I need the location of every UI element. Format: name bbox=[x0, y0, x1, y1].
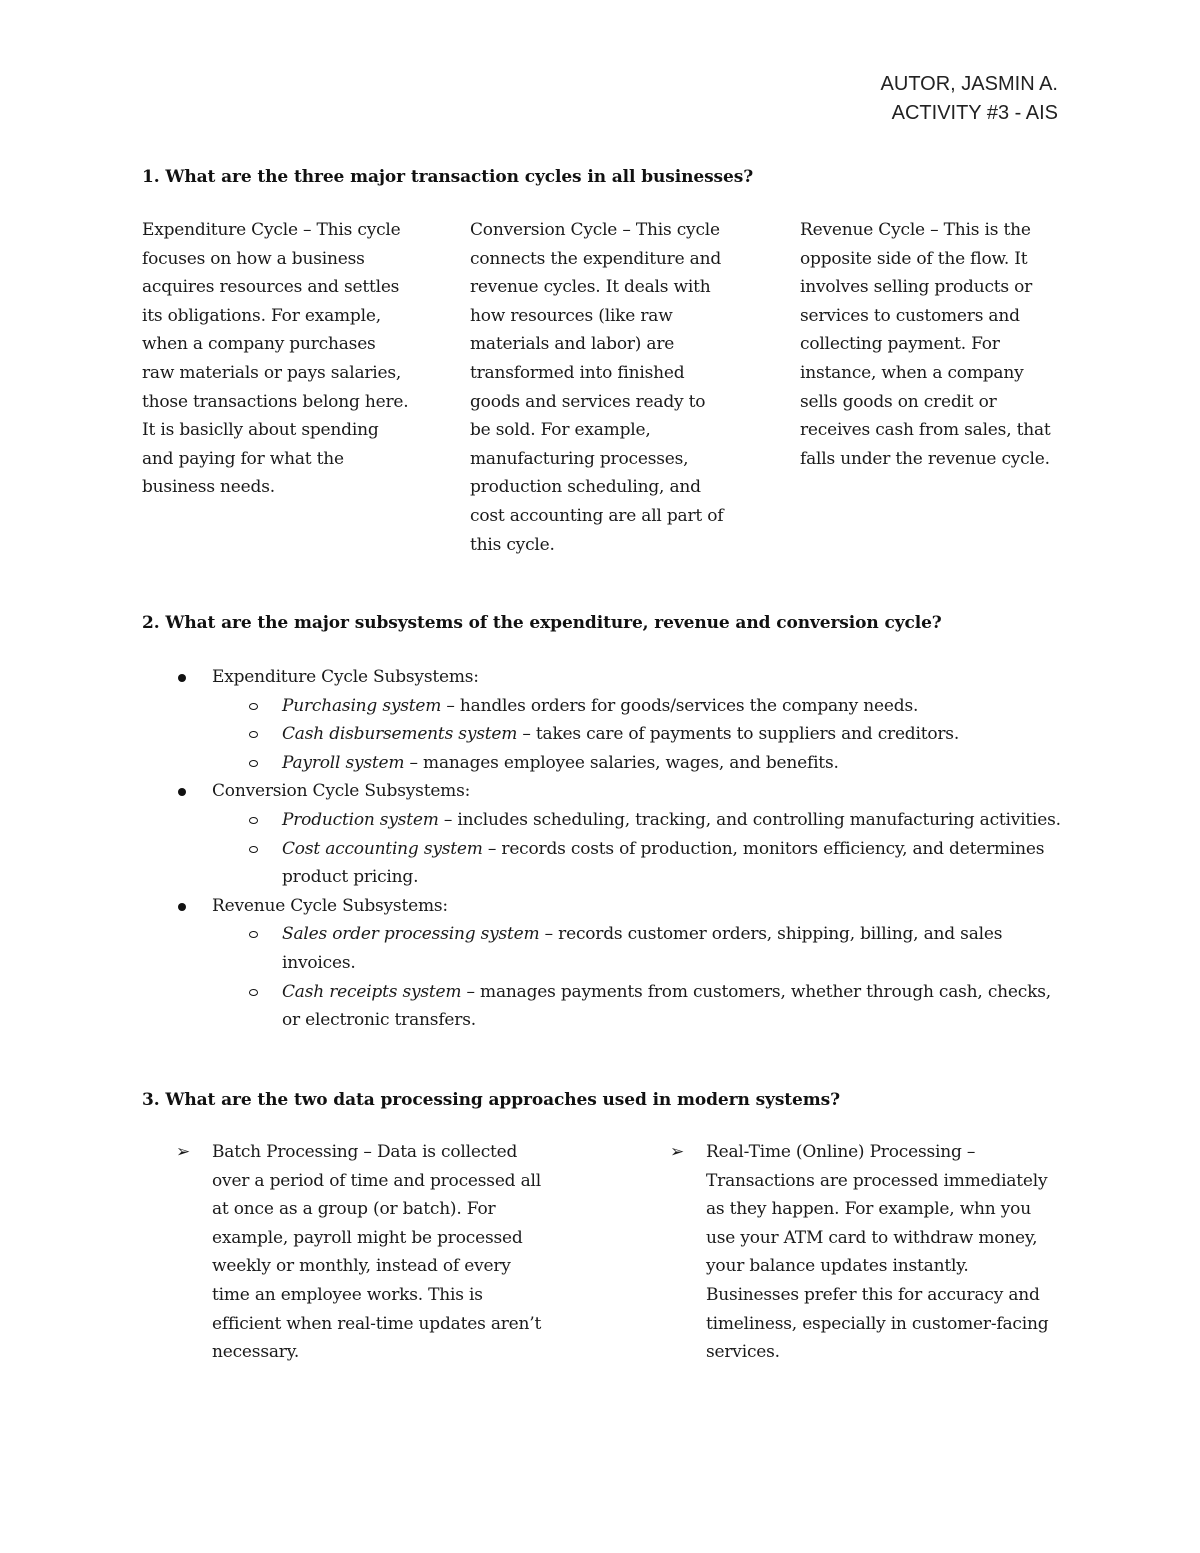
real-time-processing-item bbox=[670, 1138, 1064, 1367]
question-2: 2. What are the major subsystems of the expenditure, revenue and conversion cycle? bbox=[142, 613, 942, 633]
subsystem-name: Production system bbox=[282, 809, 439, 830]
question-1: 1. What are the three major transaction cycles in all businesses? bbox=[142, 167, 754, 187]
group-title: Expenditure Cycle Subsystems: bbox=[212, 667, 479, 687]
batch-processing-item bbox=[176, 1138, 552, 1367]
sub-item bbox=[142, 920, 1072, 977]
subsystem-name: Cash receipts system bbox=[282, 981, 462, 1002]
subsystems-list bbox=[142, 663, 1072, 1035]
expenditure-cycle-column: Expenditure Cycle – This cycle focuses on how a business acquires resources and settles its obligations. For example, when a company purchases raw materials or pays salaries, those transactions belong here. It is basiclly about spending and paying for what the business needs. bbox=[142, 220, 409, 498]
arrow-bullet-icon: ➢ bbox=[670, 1142, 685, 1162]
sub-item bbox=[142, 692, 1072, 721]
bullet-icon bbox=[178, 788, 186, 796]
subsystem-desc: – takes care of payments to suppliers and creditors. bbox=[517, 724, 960, 745]
subsystem-desc: – records costs of production, monitors efficiency, and determines product pricing. bbox=[282, 838, 1045, 888]
sub-item bbox=[142, 978, 1072, 1035]
activity-title: ACTIVITY #3 - AIS bbox=[891, 102, 1058, 124]
real-time-processing-text: Real-Time (Online) Processing – Transactions are processed immediately as they happen. For example, whn you use your ATM card to withdraw money, your balance updates instantly. Businesses prefer this for accuracy and timeliness, especially in customer-facing services. bbox=[706, 1142, 1049, 1363]
sub-item bbox=[142, 749, 1072, 778]
circle-bullet-icon bbox=[249, 817, 258, 824]
revenue-cycle-column: Revenue Cycle – This is the opposite side of the flow. It involves selling products or services to customers and collecting payment. For instance, when a company sells goods on credit or receives cash from sales, that falls under the revenue cycle. bbox=[800, 220, 1051, 469]
subsystem-name: Sales order processing system bbox=[282, 924, 540, 945]
subsystem-name: Purchasing system bbox=[282, 695, 442, 716]
subsystem-desc: – records customer orders, shipping, billing, and sales invoices. bbox=[282, 924, 1003, 973]
circle-bullet-icon bbox=[249, 760, 258, 767]
list-item-conversion bbox=[142, 777, 1072, 806]
group-title: Conversion Cycle Subsystems: bbox=[212, 781, 471, 802]
arrow-bullet-icon: ➢ bbox=[176, 1142, 191, 1162]
sub-item bbox=[142, 835, 1072, 892]
sub-item bbox=[142, 806, 1072, 835]
question-3: 3. What are the two data processing approaches used in modern systems? bbox=[142, 1090, 840, 1110]
subsystem-desc: – handles orders for goods/services the company needs. bbox=[441, 695, 919, 716]
batch-processing-text: Batch Processing – Data is collected over a period of time and processed all at once as a group (or batch). For example, payroll might be processed weekly or monthly, instead of every time an employee works. This is efficient when real-time updates aren’t necessary. bbox=[212, 1142, 542, 1363]
bullet-icon bbox=[178, 674, 186, 682]
document-header bbox=[881, 70, 1058, 128]
subsystem-name: Cost accounting system bbox=[282, 838, 483, 859]
sub-item bbox=[142, 720, 1072, 749]
conversion-cycle-column: Conversion Cycle – This cycle connects the expenditure and revenue cycles. It deals with how resources (like raw materials and labor) are transformed into finished goods and services ready to be sold. For example, manufacturing processes, production scheduling, and cost accounting are all part of this cycle. bbox=[470, 220, 724, 555]
circle-bullet-icon bbox=[249, 989, 258, 996]
circle-bullet-icon bbox=[249, 703, 258, 710]
circle-bullet-icon bbox=[249, 931, 258, 938]
subsystem-desc: – manages employee salaries, wages, and benefits. bbox=[404, 752, 839, 773]
group-title: Revenue Cycle Subsystems: bbox=[212, 895, 448, 916]
subsystem-name: Payroll system bbox=[282, 752, 405, 773]
list-item-revenue bbox=[142, 892, 1072, 921]
circle-bullet-icon bbox=[249, 731, 258, 738]
subsystem-desc: – includes scheduling, tracking, and controlling manufacturing activities. bbox=[438, 809, 1061, 830]
circle-bullet-icon bbox=[249, 846, 258, 853]
list-item-expenditure bbox=[142, 663, 1072, 692]
author-name: AUTOR, JASMIN A. bbox=[880, 73, 1058, 95]
bullet-icon bbox=[178, 903, 186, 911]
subsystem-desc: – manages payments from customers, whether through cash, checks, or electronic transfers. bbox=[282, 981, 1051, 1031]
subsystem-name: Cash disbursements system bbox=[282, 724, 518, 745]
